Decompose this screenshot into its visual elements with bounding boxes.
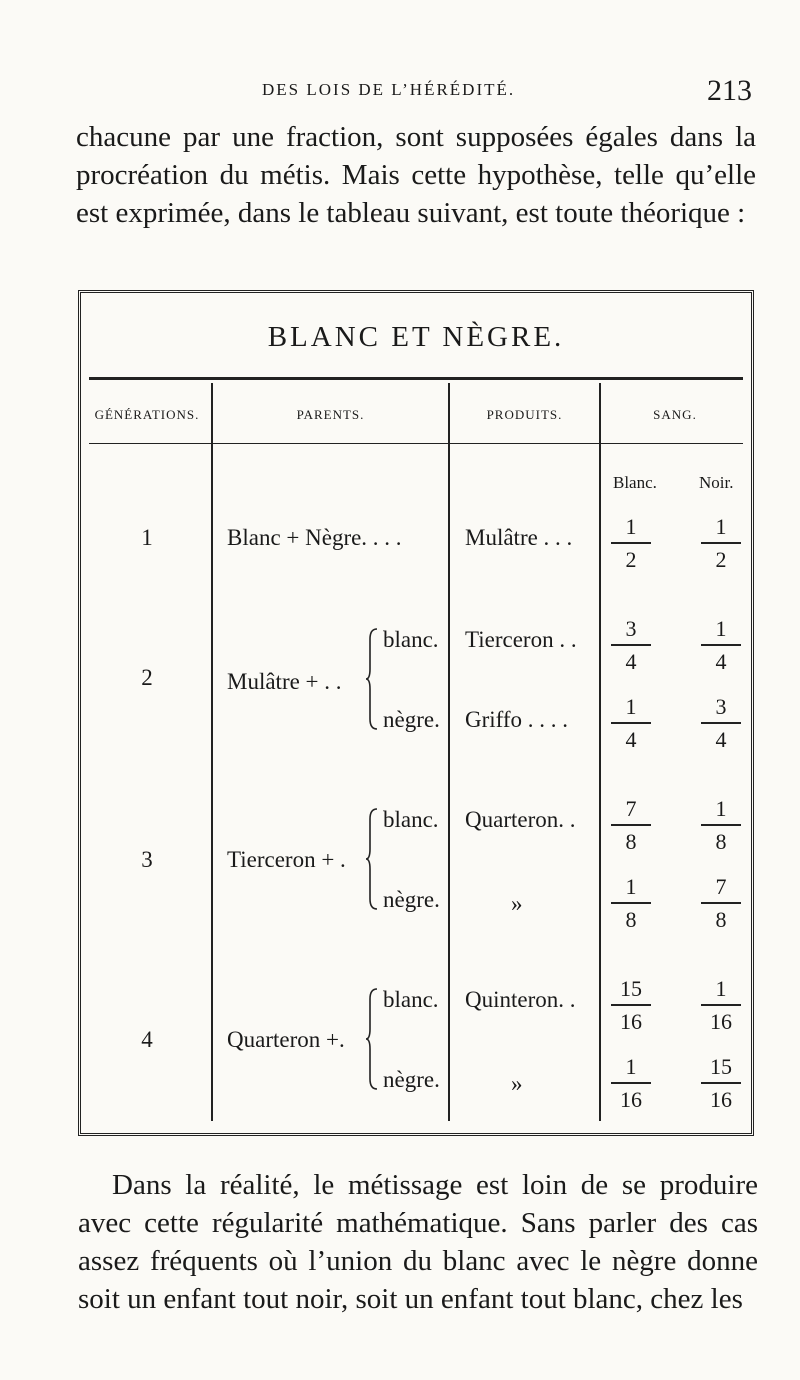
fraction-white: 1 16 (611, 1055, 651, 1112)
paragraph-bottom: Dans la réalité, le métissage est loin de se produire avec cette régularité mathématique. Sans parler des cas assez fréquents où l’union du blanc avec le nègre donne soit un enfant tout noir, soit un enfant tout blanc, chez les (78, 1169, 758, 1315)
table-title: BLANC ET NÈGRE. (267, 321, 565, 353)
subheader-black: Noir. (699, 473, 734, 492)
product-cell: » (511, 1071, 523, 1096)
generation-number: 4 (141, 1027, 153, 1052)
header-generations: GÉNÉRATIONS. (94, 407, 200, 422)
fraction-black: 1 16 (701, 977, 741, 1034)
cross-label: nègre. (383, 887, 440, 912)
cross-label: blanc. (383, 987, 439, 1012)
fraction-white: 7 8 (611, 797, 651, 854)
cross-label: blanc. (383, 627, 439, 652)
parents-cell: Quarteron +. (227, 1027, 345, 1052)
fraction-white: 1 2 (611, 515, 651, 572)
fraction-white: 15 16 (611, 977, 651, 1034)
product-cell: Mulâtre . . . (465, 525, 573, 550)
product-cell: Griffo . . . . (465, 707, 569, 732)
fraction-white: 1 8 (611, 875, 651, 932)
product-cell: » (511, 891, 523, 916)
fraction-black: 3 4 (701, 695, 741, 752)
cross-label: nègre. (383, 1067, 440, 1092)
parents-cell: Blanc + Nègre. . . . (227, 525, 402, 550)
header-parents: PARENTS. (296, 407, 365, 422)
fraction-black: 1 4 (701, 617, 741, 674)
product-cell: Tierceron . . (465, 627, 577, 652)
paragraph-top: chacune par une fraction, sont supposées égales dans la procréation du métis. Mais cette hypothèse, telle qu’elle est exprimée, dans le tableau suivant, est toute théorique : (76, 121, 756, 229)
fraction-white: 3 4 (611, 617, 651, 674)
product-cell: Quinteron. . (465, 987, 576, 1012)
fraction-black: 1 2 (701, 515, 741, 572)
brace-icon (365, 807, 379, 911)
running-head (0, 74, 800, 114)
subheader-white: Blanc. (613, 473, 657, 492)
header-products: PRODUITS. (486, 407, 563, 422)
brace-icon (365, 987, 379, 1091)
cross-label: nègre. (383, 707, 440, 732)
column-rule-3 (599, 383, 601, 1121)
fraction-black: 15 16 (701, 1055, 741, 1112)
generation-number: 2 (141, 665, 153, 690)
page-number: 213 (707, 74, 752, 107)
fraction-black: 7 8 (701, 875, 741, 932)
generation-number: 1 (141, 525, 153, 550)
header-rule-top (89, 377, 743, 380)
header-rule-bottom (89, 443, 743, 444)
parents-cell: Mulâtre + . . (227, 669, 342, 694)
cross-label: blanc. (383, 807, 439, 832)
product-cell: Quarteron. . (465, 807, 576, 832)
brace-icon (365, 627, 379, 731)
fraction-white: 1 4 (611, 695, 651, 752)
header-blood: SANG. (653, 407, 697, 422)
parents-cell: Tierceron + . (227, 847, 346, 872)
hybrid-table (78, 290, 754, 1136)
fraction-black: 1 8 (701, 797, 741, 854)
generation-number: 3 (141, 847, 153, 872)
column-rule-1 (211, 383, 213, 1121)
running-title: DES LOIS DE L’HÉRÉDITÉ. (262, 80, 516, 99)
column-rule-2 (448, 383, 450, 1121)
